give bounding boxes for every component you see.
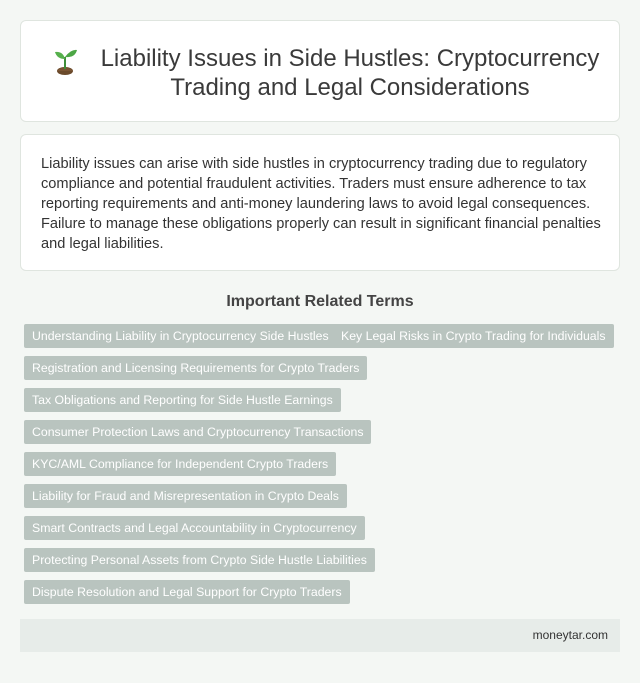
related-term-tag[interactable]: Registration and Licensing Requirements for Crypto Traders <box>24 356 367 380</box>
related-term-tag[interactable]: Key Legal Risks in Crypto Trading for Individuals <box>333 324 614 348</box>
page-title: Liability Issues in Side Hustles: Cryptocurrency Trading and Legal Considerations <box>100 45 600 101</box>
related-term-tag[interactable]: Understanding Liability in Cryptocurrency Side Hustles <box>24 324 337 348</box>
related-term-tag[interactable]: Protecting Personal Assets from Crypto Side Hustle Liabilities <box>24 548 375 572</box>
footer-site-name[interactable]: moneytar.com <box>532 628 608 642</box>
related-term-tag[interactable]: Tax Obligations and Reporting for Side Hustle Earnings <box>24 388 341 412</box>
sprout-icon <box>51 45 79 75</box>
related-term-tag[interactable]: KYC/AML Compliance for Independent Crypto Traders <box>24 452 336 476</box>
related-term-tag[interactable]: Smart Contracts and Legal Accountability in Cryptocurrency <box>24 516 365 540</box>
related-term-tag[interactable]: Dispute Resolution and Legal Support for Crypto Traders <box>24 580 350 604</box>
related-term-tag[interactable]: Consumer Protection Laws and Cryptocurrency Transactions <box>24 420 371 444</box>
intro-paragraph: Liability issues can arise with side hustles in cryptocurrency trading due to regulatory compliance and potential fraudulent activities. Traders must ensure adherence to tax reporting requirements and anti-money laundering laws to avoid legal consequences. Failure to manage these obligations properly can result in significant financial penalties and legal liabilities. <box>41 156 601 252</box>
footer-bar <box>20 619 620 652</box>
related-term-tag[interactable]: Liability for Fraud and Misrepresentation in Crypto Deals <box>24 484 347 508</box>
related-terms-heading: Important Related Terms <box>226 293 414 310</box>
